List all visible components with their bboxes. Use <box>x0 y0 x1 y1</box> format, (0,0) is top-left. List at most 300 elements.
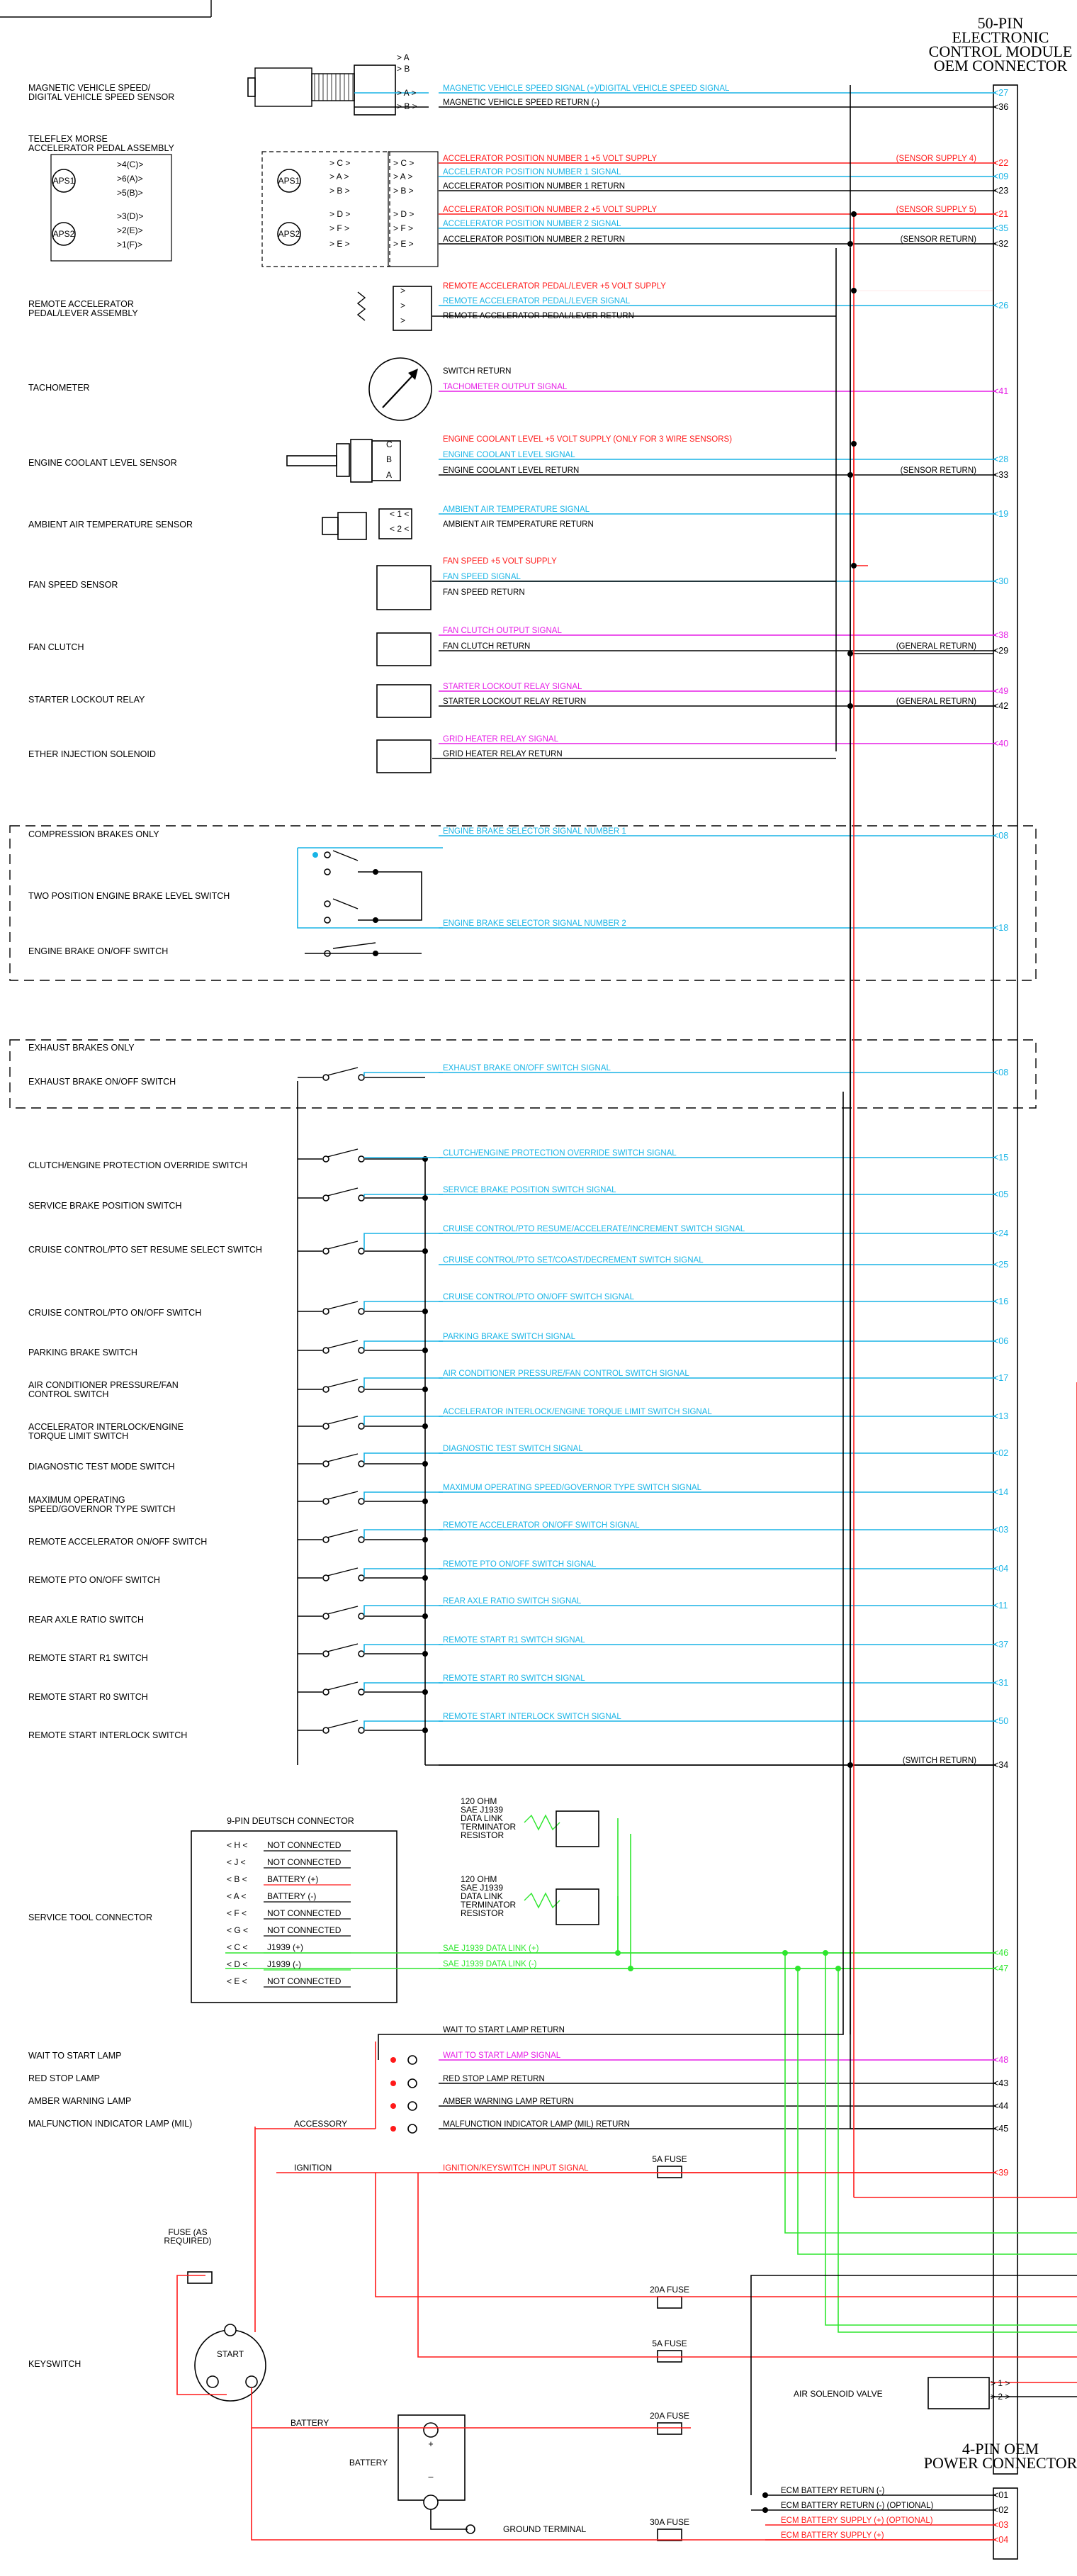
fuse-label: 20A FUSE <box>649 2411 690 2421</box>
ecm-pin-21: <21 <box>993 209 1009 219</box>
junction-dot <box>847 472 853 478</box>
signal-label: EXHAUST BRAKE ON/OFF SWITCH SIGNAL <box>443 1064 611 1073</box>
ecm-pin-08: <08 <box>993 831 1009 841</box>
component-label-mvss: DIGITAL VEHICLE SPEED SENSOR <box>28 92 175 102</box>
signal-label: AMBIENT AIR TEMPERATURE SIGNAL <box>443 505 590 514</box>
resistor-label: 120 OHM <box>461 1796 497 1806</box>
pin: > 1 > <box>991 2378 1010 2388</box>
junction-dot <box>847 241 853 247</box>
switch-contact <box>359 1651 364 1657</box>
keyswitch <box>195 2330 266 2401</box>
pin: > <box>400 286 406 296</box>
component-label-wait: WAIT TO START LAMP <box>28 2051 122 2061</box>
component-label-svc-brake: SERVICE BRAKE POSITION SWITCH <box>28 1201 182 1211</box>
ecm-pin-46: <46 <box>993 1948 1009 1958</box>
component-label-fan-speed: FAN SPEED SENSOR <box>28 580 118 590</box>
ecm-pin-25: <25 <box>993 1260 1009 1270</box>
pin: >4(C)> <box>117 159 144 169</box>
signal-label: REMOTE START R0 SWITCH SIGNAL <box>443 1674 585 1683</box>
deutsch-pin-label: BATTERY (-) <box>267 1891 317 1901</box>
component-label-coolant: ENGINE COOLANT LEVEL SENSOR <box>28 458 177 468</box>
lamp <box>408 2124 417 2133</box>
ecm-pin-39: <39 <box>993 2168 1009 2178</box>
ecm-pin-26: <26 <box>993 301 1009 310</box>
signal-label: CRUISE CONTROL/PTO SET/COAST/DECREMENT SWITCH SIGNAL <box>443 1256 704 1265</box>
deutsch-pin-label: BATTERY (+) <box>267 1874 319 1884</box>
deutsch-title: 9-PIN DEUTSCH CONNECTOR <box>227 1816 354 1826</box>
fuse-label: 30A FUSE <box>649 2517 690 2527</box>
component-label-remote-accel: PEDAL/LEVER ASSEMBLY <box>28 308 138 318</box>
switch-blade <box>327 1682 358 1690</box>
signal-label: REMOTE PTO ON/OFF SWITCH SIGNAL <box>443 1560 597 1569</box>
ground-label: GROUND TERMINAL <box>503 2524 587 2534</box>
signal-label: REMOTE START INTERLOCK SWITCH SIGNAL <box>443 1713 621 1721</box>
deutsch-pin-J: < J < <box>227 1857 246 1867</box>
signal-label: TACHOMETER OUTPUT SIGNAL <box>443 383 568 391</box>
power-pin-02: <02 <box>993 2505 1009 2515</box>
deutsch-pin-label: NOT CONNECTED <box>267 1908 342 1918</box>
component-label-rear-axle: REAR AXLE RATIO SWITCH <box>28 1615 144 1625</box>
power-pin-01: <01 <box>993 2490 1009 2500</box>
deutsch-pin-label: NOT CONNECTED <box>267 1840 342 1850</box>
ecm-pin-27: <27 <box>993 88 1009 98</box>
component-label-clutch-prot: CLUTCH/ENGINE PROTECTION OVERRIDE SWITCH <box>28 1160 248 1170</box>
fuse <box>658 2166 682 2178</box>
signal-label: SERVICE BRAKE POSITION SWITCH SIGNAL <box>443 1186 616 1194</box>
component-label-cruise-onoff: CRUISE CONTROL/PTO ON/OFF SWITCH <box>28 1308 202 1318</box>
keyswitch-terminal <box>207 2376 218 2387</box>
signal-label: AIR CONDITIONER PRESSURE/FAN CONTROL SWITCH SIGNAL <box>443 1370 689 1378</box>
deutsch-pin-label: NOT CONNECTED <box>267 1925 342 1935</box>
junction-dot <box>762 2507 768 2513</box>
switch-contact <box>359 1423 364 1429</box>
switch-blade <box>327 1301 358 1309</box>
junction-dot <box>312 852 318 858</box>
ecm-pin-19: <19 <box>993 509 1009 519</box>
power-pin-label: ECM BATTERY SUPPLY (+) (OPTIONAL) <box>781 2516 933 2525</box>
ecm-pin-32: <32 <box>993 239 1009 249</box>
power-pin-label: ECM BATTERY RETURN (-) (OPTIONAL) <box>781 2502 934 2510</box>
signal-label: REAR AXLE RATIO SWITCH SIGNAL <box>443 1597 582 1606</box>
ecm-pin-04: <04 <box>993 1564 1009 1574</box>
fuse-label: FUSE (AS <box>168 2227 208 2237</box>
wire <box>364 1645 443 1652</box>
wire <box>364 1721 443 1729</box>
deutsch-pin-G: < G < <box>227 1925 249 1935</box>
wire <box>376 2173 1077 2297</box>
component-label-red-stop: RED STOP LAMP <box>28 2073 100 2083</box>
fuse <box>658 2529 682 2541</box>
switch-blade <box>327 1149 358 1157</box>
ecm-pin-06: <06 <box>993 1336 1009 1346</box>
switch-contact <box>325 869 330 875</box>
fuse-label: 20A FUSE <box>649 2285 690 2295</box>
component-label-ambient: AMBIENT AIR TEMPERATURE SENSOR <box>28 520 193 530</box>
ecm-pin-03: <03 <box>993 1525 1009 1535</box>
pin: A <box>386 470 393 480</box>
signal-label: STARTER LOCKOUT RELAY SIGNAL <box>443 683 582 691</box>
switch-blade <box>333 899 358 909</box>
wire <box>785 1953 1077 2233</box>
signal-label: ACCELERATOR POSITION NUMBER 1 RETURN <box>443 182 626 191</box>
wire <box>378 1092 843 2060</box>
signal-note: (SENSOR SUPPLY 4) <box>896 155 976 163</box>
lamp <box>408 2056 417 2064</box>
accel-box-2 <box>262 152 390 267</box>
power-pin-04: <04 <box>993 2535 1009 2545</box>
component-label-accel-interlock: ACCELERATOR INTERLOCK/ENGINE <box>28 1422 184 1432</box>
signal-label: ACCELERATOR POSITION NUMBER 2 +5 VOLT SUPPLY <box>443 206 658 214</box>
signal-label: STARTER LOCKOUT RELAY RETURN <box>443 698 587 706</box>
signal-label: MAGNETIC VEHICLE SPEED SIGNAL (+)/DIGITAL VEHICLE SPEED SIGNAL <box>443 84 730 93</box>
signal-note: (SENSOR RETURN) <box>900 235 976 244</box>
ecm-pin-28: <28 <box>993 454 1009 464</box>
fuse-label: 5A FUSE <box>652 2154 687 2164</box>
signal-label: REMOTE ACCELERATOR ON/OFF SWITCH SIGNAL <box>443 1521 640 1530</box>
switch-blade <box>327 1188 358 1196</box>
deutsch-pin-label: J1939 (-) <box>267 1959 302 1969</box>
signal-label: REMOTE ACCELERATOR PEDAL/LEVER SIGNAL <box>443 297 631 306</box>
signal-label: AMBER WARNING LAMP RETURN <box>443 2098 574 2106</box>
switch-contact <box>359 1613 364 1619</box>
component-label-two-pos: TWO POSITION ENGINE BRAKE LEVEL SWITCH <box>28 891 230 901</box>
resistor-connector <box>556 1889 599 1925</box>
wire <box>364 1530 443 1538</box>
signal-note: (SWITCH RETURN) <box>902 1757 976 1765</box>
vss-pin-a: > A <box>397 52 410 62</box>
signal-label: SAE J1939 DATA LINK (+) <box>443 1944 539 1953</box>
signal-note: (SENSOR RETURN) <box>900 466 976 475</box>
vss-threads <box>312 74 354 101</box>
vss-body <box>255 68 312 106</box>
switch-contact <box>359 1575 364 1581</box>
wire <box>364 1569 443 1577</box>
aps-label: APS2 <box>52 229 75 239</box>
signal-label: MAXIMUM OPERATING SPEED/GOVERNOR TYPE SWITCH SIGNAL <box>443 1484 702 1492</box>
power-connector-title: 4-PIN OEM <box>962 2440 1039 2458</box>
signal-label: ENGINE COOLANT LEVEL RETURN <box>443 466 580 475</box>
deutsch-pin-B: < B < <box>227 1874 247 1884</box>
switch-blade <box>327 1068 358 1075</box>
wire <box>431 2509 468 2529</box>
keyswitch-terminal <box>246 2376 257 2387</box>
pin: B <box>386 454 393 464</box>
resistor-label: TERMINATOR <box>461 1822 517 1832</box>
component-label-remote-accel-sw: REMOTE ACCELERATOR ON/OFF SWITCH <box>28 1537 208 1547</box>
switch-blade <box>333 943 376 948</box>
component-label-park-brake: PARKING BRAKE SWITCH <box>28 1348 137 1357</box>
signal-note: (GENERAL RETURN) <box>896 642 976 651</box>
pin: > E > <box>393 239 414 249</box>
remote-accel-resistor <box>358 292 365 320</box>
ecm-pin-18: <18 <box>993 923 1009 933</box>
junction-dot <box>628 1966 633 1971</box>
vss-pin-a2: > A > <box>397 88 417 98</box>
signal-label: ACCELERATOR POSITION NUMBER 1 +5 VOLT SUPPLY <box>443 155 658 163</box>
pin: > 2 > <box>991 2392 1010 2402</box>
ecm-pin-44: <44 <box>993 2101 1009 2111</box>
switch-contact <box>359 1727 364 1733</box>
junction-dot <box>851 441 857 447</box>
deutsch-pin-H: < H < <box>227 1840 248 1850</box>
pin: > F > <box>329 223 350 233</box>
resistor-label: DATA LINK <box>461 1891 503 1901</box>
ecm-connector-title: CONTROL MODULE <box>928 43 1073 60</box>
battery-wire-label: BATTERY <box>291 2418 329 2428</box>
switch-blade <box>327 1454 358 1462</box>
switch-contact <box>325 901 330 907</box>
pin: > A > <box>329 172 349 181</box>
ecm-pin-41: <41 <box>993 386 1009 396</box>
deutsch-pin-E: < E < <box>227 1976 247 1986</box>
ecm-pin-02: <02 <box>993 1448 1009 1458</box>
switch-contact <box>359 1499 364 1504</box>
component-label-mvss: MAGNETIC VEHICLE SPEED/ <box>28 83 151 93</box>
switch-blade <box>327 1606 358 1614</box>
pin: >3(D)> <box>117 211 144 221</box>
signal-label: GRID HEATER RELAY SIGNAL <box>443 735 558 744</box>
ecm-pin-31: <31 <box>993 1678 1009 1688</box>
resistor-connector <box>556 1811 599 1847</box>
junction-dot <box>615 1950 621 1956</box>
signal-label: AMBIENT AIR TEMPERATURE RETURN <box>443 520 594 529</box>
pin: > <box>400 301 406 310</box>
power-connector-title: POWER CONNECTOR <box>923 2454 1077 2472</box>
pin: > E > <box>329 239 350 249</box>
ecm-pin-29: <29 <box>993 646 1009 656</box>
exhaust-brake-box <box>10 1040 1036 1108</box>
ecm-pin-16: <16 <box>993 1297 1009 1306</box>
junction-dot <box>373 869 378 875</box>
component-label-exh-switch: EXHAUST BRAKE ON/OFF SWITCH <box>28 1077 176 1087</box>
component-label-max-op: SPEED/GOVERNOR TYPE SWITCH <box>28 1504 176 1514</box>
resistor <box>524 1815 560 1830</box>
fuse-as-required <box>188 2272 212 2283</box>
switch-contact <box>359 1248 364 1254</box>
switch-contact <box>359 1689 364 1695</box>
switch-contact <box>359 1537 364 1542</box>
switch-blade <box>327 1416 358 1424</box>
signal-label: GRID HEATER RELAY RETURN <box>443 750 563 758</box>
pin: > F > <box>393 223 414 233</box>
signal-note: (GENERAL RETURN) <box>896 698 976 706</box>
ecm-pin-50: <50 <box>993 1716 1009 1726</box>
switch-contact <box>359 1461 364 1467</box>
pin: > C > <box>393 158 415 168</box>
switch-contact <box>359 1348 364 1353</box>
pin: >2(E)> <box>117 225 143 235</box>
deutsch-pin-label: NOT CONNECTED <box>267 1976 342 1986</box>
component-label-rsi: REMOTE START INTERLOCK SWITCH <box>28 1730 188 1740</box>
fan-speed-sensor <box>377 566 431 610</box>
component-label-remote-pto: REMOTE PTO ON/OFF SWITCH <box>28 1575 160 1585</box>
ecm-pin-09: <09 <box>993 172 1009 181</box>
ecm-pin-48: <48 <box>993 2055 1009 2065</box>
ecm-pin-35: <35 <box>993 223 1009 233</box>
ecm-connector-title: 50-PIN <box>977 14 1024 32</box>
signal-label: REMOTE START R1 SWITCH SIGNAL <box>443 1636 585 1645</box>
wire <box>838 1969 1077 2332</box>
wire <box>798 1969 1077 2254</box>
fuse <box>658 2297 682 2308</box>
deutsch-pin-label: NOT CONNECTED <box>267 1857 342 1867</box>
component-label-r1: REMOTE START R1 SWITCH <box>28 1653 148 1663</box>
signal-label: CRUISE CONTROL/PTO RESUME/ACCELERATE/INCREMENT SWITCH SIGNAL <box>443 1225 745 1233</box>
resistor-label: DATA LINK <box>461 1813 503 1823</box>
signal-label: ACCELERATOR POSITION NUMBER 2 RETURN <box>443 235 626 244</box>
text-layer <box>28 14 1077 2545</box>
junction-dot <box>390 2057 396 2063</box>
component-label-ac-press: CONTROL SWITCH <box>28 1389 109 1399</box>
junction-dot <box>390 2103 396 2109</box>
signal-label: CLUTCH/ENGINE PROTECTION OVERRIDE SWITCH SIGNAL <box>443 1149 677 1158</box>
fuse-label: 5A FUSE <box>652 2339 687 2348</box>
switch-blade <box>333 851 358 861</box>
ecm-pin-38: <38 <box>993 630 1009 640</box>
switch-contact <box>359 1195 364 1201</box>
ignition-label: IGNITION <box>294 2163 332 2173</box>
signal-label: ACCELERATOR POSITION NUMBER 2 SIGNAL <box>443 220 621 228</box>
grid-heater-relay <box>377 740 431 773</box>
wire <box>358 872 422 920</box>
junction-dot <box>851 563 857 569</box>
switch-blade <box>327 1720 358 1728</box>
wire <box>364 1378 443 1388</box>
ecm-pin-17: <17 <box>993 1373 1009 1383</box>
switch-blade <box>327 1568 358 1576</box>
signal-label: FAN SPEED SIGNAL <box>443 573 521 581</box>
component-label-comp-brakes: COMPRESSION BRAKES ONLY <box>28 829 159 839</box>
wire <box>364 1341 443 1349</box>
signal-label: SAE J1939 DATA LINK (-) <box>443 1960 537 1969</box>
switch-contact <box>325 917 330 923</box>
junction-dot <box>851 211 857 217</box>
aps-label: APS2 <box>278 229 300 239</box>
ecm-pin-49: <49 <box>993 686 1009 696</box>
wire <box>364 1416 443 1425</box>
resistor-label: SAE J1939 <box>461 1805 504 1815</box>
air-solenoid-label: AIR SOLENOID VALVE <box>794 2389 883 2399</box>
ecm-pin-40: <40 <box>993 739 1009 749</box>
wire <box>364 1194 443 1197</box>
signal-label: FAN SPEED RETURN <box>443 588 525 597</box>
switch-contact <box>359 1156 364 1162</box>
signal-label: CRUISE CONTROL/PTO ON/OFF SWITCH SIGNAL <box>443 1293 635 1301</box>
wire <box>418 2173 1077 2357</box>
signal-label: ENGINE BRAKE SELECTOR SIGNAL NUMBER 1 <box>443 827 626 836</box>
junction-dot <box>851 288 857 293</box>
component-label-accel-interlock: TORQUE LIMIT SWITCH <box>28 1431 129 1441</box>
switch-blade <box>327 1340 358 1348</box>
ecm-pin-23: <23 <box>993 186 1009 196</box>
pin: > B > <box>393 186 414 196</box>
signal-label: SWITCH RETURN <box>443 367 512 376</box>
pin: > D > <box>393 209 415 219</box>
battery-terminal <box>424 2423 438 2437</box>
junction-dot <box>390 2081 396 2086</box>
wire <box>364 1073 443 1076</box>
fuse-label: REQUIRED) <box>164 2236 212 2246</box>
wire <box>364 1453 443 1462</box>
junction-dot <box>847 1762 853 1768</box>
ecm-pin-34: <34 <box>993 1760 1009 1770</box>
deutsch-pin-A: < A < <box>227 1891 247 1901</box>
signal-label: WAIT TO START LAMP SIGNAL <box>443 2051 561 2060</box>
resistor-label: RESISTOR <box>461 1908 504 1918</box>
resistor-label: RESISTOR <box>461 1830 504 1840</box>
vss-tip <box>248 78 255 96</box>
pin: < 2 < <box>390 524 410 534</box>
signal-label: ACCELERATOR INTERLOCK/ENGINE TORQUE LIMIT SWITCH SIGNAL <box>443 1408 712 1416</box>
switch-contact <box>325 852 330 858</box>
pin: > A > <box>393 172 413 181</box>
pin: C <box>386 439 393 449</box>
switch-blade <box>327 1644 358 1652</box>
component-label-r0: REMOTE START R0 SWITCH <box>28 1692 148 1702</box>
ecm-pin-11: <11 <box>993 1601 1008 1611</box>
deutsch-pin-label: J1939 (+) <box>267 1942 304 1952</box>
ecm-pin-42: <42 <box>993 701 1009 711</box>
ecm-pin-45: <45 <box>993 2124 1009 2134</box>
signal-label: FAN CLUTCH OUTPUT SIGNAL <box>443 627 562 635</box>
lamp <box>408 2079 417 2088</box>
signal-label: IGNITION/KEYSWITCH INPUT SIGNAL <box>443 2164 589 2173</box>
ecm-connector-title: ELECTRONIC <box>952 28 1049 46</box>
signal-label: REMOTE ACCELERATOR PEDAL/LEVER RETURN <box>443 312 634 320</box>
wire <box>364 1301 443 1310</box>
component-label-keyswitch: KEYSWITCH <box>28 2359 81 2369</box>
signal-label: ENGINE COOLANT LEVEL SIGNAL <box>443 451 575 459</box>
switch-contact <box>359 1075 364 1080</box>
deutsch-pin-F: < F < <box>227 1908 247 1918</box>
battery-minus: – <box>428 2472 434 2482</box>
signal-label: ENGINE COOLANT LEVEL +5 VOLT SUPPLY (ONLY FOR 3 WIRE SENSORS) <box>443 435 733 444</box>
pin: >6(A)> <box>117 174 143 184</box>
power-pin-03: <03 <box>993 2520 1009 2530</box>
junction-dot <box>762 2492 768 2498</box>
switch-blade <box>327 1379 358 1387</box>
compression-brake-box <box>10 826 1036 980</box>
component-label-ac-press: AIR CONDITIONER PRESSURE/FAN <box>28 1380 179 1390</box>
component-label-exh-only: EXHAUST BRAKES ONLY <box>28 1043 135 1053</box>
signal-label: RED STOP LAMP RETURN <box>443 2075 545 2083</box>
ecm-pin-08: <08 <box>993 1068 1009 1077</box>
ambient-body <box>338 513 366 539</box>
fan-clutch <box>377 633 431 666</box>
component-label-telex: ACCELERATOR PEDAL ASSEMBLY <box>28 143 174 153</box>
deutsch-pin-C: < C < <box>227 1942 248 1952</box>
ambient-probe <box>322 517 338 534</box>
ecm-connector-title: OEM CONNECTOR <box>933 57 1068 74</box>
ecm-pin-37: <37 <box>993 1640 1009 1650</box>
component-label-tach: TACHOMETER <box>28 383 90 393</box>
switch-contact <box>359 1387 364 1392</box>
component-label-max-op: MAXIMUM OPERATING <box>28 1495 125 1505</box>
air-solenoid <box>928 2378 989 2409</box>
resistor <box>524 1893 560 1908</box>
junction-dot <box>373 917 378 923</box>
battery-label: BATTERY <box>349 2458 388 2468</box>
accessory-label: ACCESSORY <box>294 2119 348 2129</box>
ecm-pin-15: <15 <box>993 1153 1009 1163</box>
component-label-cruise-set: CRUISE CONTROL/PTO SET RESUME SELECT SWITCH <box>28 1245 262 1255</box>
wire <box>364 1683 443 1691</box>
deutsch-pin-D: < D < <box>227 1959 248 1969</box>
lamp <box>408 2102 417 2110</box>
aps-label: APS1 <box>52 176 75 186</box>
signal-label: REMOTE ACCELERATOR PEDAL/LEVER +5 VOLT SUPPLY <box>443 282 666 291</box>
ecm-pin-05: <05 <box>993 1189 1009 1199</box>
